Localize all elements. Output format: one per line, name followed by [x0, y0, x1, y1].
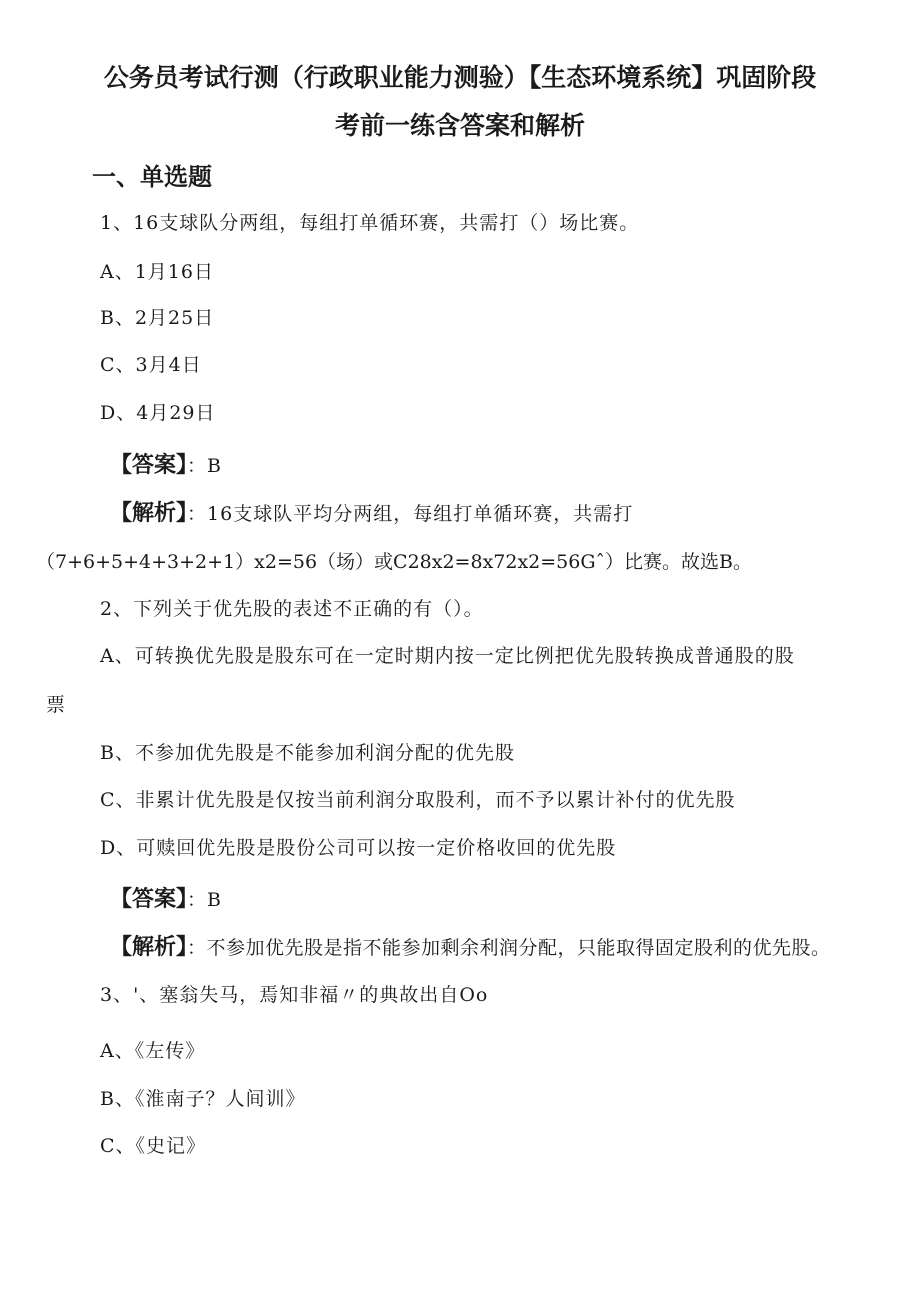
q2-stem: 2、下列关于优先股的表述不正确的有（）。	[100, 598, 484, 620]
q2-option-d: D、可赎回优先股是股份公司可以按一定价格收回的优先股	[100, 837, 617, 859]
doc-title-line1: 公务员考试行测（行政职业能力测验）【生态环境系统】巩固阶段	[103, 63, 817, 92]
q1-option-b: B、2月25日	[100, 307, 215, 329]
q1-analysis-label: 【解析】	[110, 501, 188, 526]
q2-answer-value: ：B	[187, 889, 222, 911]
q3-stem: 3、'、塞翁失马，焉知非福〃的典故出自Oo	[100, 984, 489, 1006]
q3-option-a: A、《左传》	[100, 1040, 206, 1062]
q2-answer-label: 【答案】	[110, 887, 188, 912]
q2-option-a-line1: A、可转换优先股是股东可在一定时期内按一定比例把优先股转换成普通股的股	[100, 645, 795, 667]
q1-analysis	[110, 496, 633, 527]
q1-option-a: A、1月16日	[100, 261, 214, 283]
q3-option-b: B、《淮南子？人间训》	[100, 1088, 306, 1110]
section-heading: 一、单选题	[92, 163, 212, 191]
q2-analysis-text: ：不参加优先股是指不能参加剩余利润分配，只能取得固定股利的优先股。	[187, 937, 831, 959]
q2-analysis-label: 【解析】	[110, 935, 188, 960]
q1-option-c: C、3月4日	[100, 354, 202, 376]
q2-analysis	[110, 930, 831, 961]
q1-answer	[110, 448, 222, 479]
q3-option-c: C、《史记》	[100, 1135, 207, 1157]
q2-option-c: C、非累计优先股是仅按当前利润分取股利，而不予以累计补付的优先股	[100, 789, 736, 811]
q1-analysis-text-2: （7+6+5+4+3+2+1）x2=56（场）或C28x2=8x72x2=56Gˆ）比赛。故选B。	[36, 551, 752, 573]
doc-title-line2: 考前一练含答案和解析	[334, 111, 585, 140]
q1-option-d: D、4月29日	[100, 402, 216, 424]
q1-stem: 1、16支球队分两组，每组打单循环赛，共需打（）场比赛。	[100, 212, 640, 234]
q2-option-a-line2: 票	[46, 694, 67, 716]
q1-answer-label: 【答案】	[110, 453, 188, 478]
q2-option-b: B、不参加优先股是不能参加利润分配的优先股	[100, 742, 515, 764]
q1-answer-value: ：B	[187, 455, 222, 477]
q2-answer	[110, 882, 222, 913]
q1-analysis-text-1: ：16支球队平均分两组，每组打单循环赛，共需打	[187, 503, 634, 525]
